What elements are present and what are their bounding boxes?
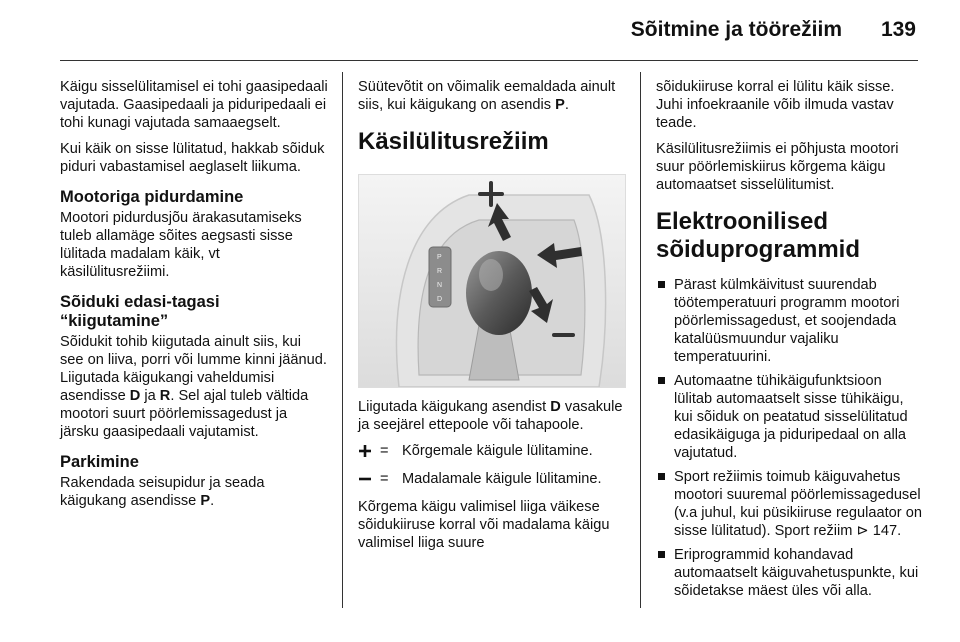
paragraph-rocking: Sõidukit tohib kiigutada ainult siis, kui see on liiva, porri või lumme kinni jäänud. Liigutada käigukangi vaheldumisi asendisse D ja R. Sel ajal tuleb vältida mootori suurt pöörlemissagedust ja järsku gaasipedaali vajutamist. [60,334,327,440]
page-number: 139 [880,18,916,41]
bullet-square-icon [658,377,665,384]
gear-selector-drawing [359,175,625,387]
paragraph-no-accelerator: Käigu sisselülitamisel ei tohi gaasipedaali vajutada. Gaasipedaali ja piduripedaali ei tohi kunagi vajutada samaaegselt. [60,79,328,131]
gate-letter-r: R [437,268,443,275]
heading-electronic-programs: Elektroonilised sõiduprogrammid [656,208,861,263]
legend-row-downshift: = Madalamale käigule lülitamine. [358,470,624,488]
paragraph-parking: Rakendada seisupidur ja seada käigukang asendisse P. [60,475,265,509]
column-right [656,78,922,606]
list-item: Sport režiimis toimub käiguvahetus mootori suuremal pöörlemissagedusel (v.a juhul, kui püsikiiruse regulaator on sisse lülitatud). Sport režiim ⊳ 147. [656,468,922,540]
paragraph-key-removal: Süütevõtit on võimalik eemaldada ainult siis, kui käigukang on asendis P. [358,79,616,113]
paragraph-no-auto-upshift: Käsilülitusrežiimis ei põhjusta mootori suur pöörlemiskiirus kõrgema käigu automaatset sisselülitumist. [656,141,899,193]
heading-manual-mode: Käsilülitusrežiim [358,128,549,155]
column-middle [358,78,624,560]
bullet-square-icon [658,551,665,558]
gate-letter-d: D [437,296,443,303]
paragraph-gear-limit-cont: sõidukiiruse korral ei lülitu käik sisse. Juhi infoekraanile võib ilmuda vastav teade. [656,79,895,131]
heading-parking: Parkimine [60,453,139,471]
column-left [60,78,328,518]
bullet-square-icon [658,473,665,480]
paragraph-gear-limit: Kõrgema käigu valimisel liiga väikese sõidukiiruse korral või madalama käigu valimisel liiga suure [358,499,610,551]
heading-engine-braking: Mootoriga pidurdamine [60,188,244,206]
bullet-square-icon [658,281,665,288]
downshift-text: Madalamale käigule lülitamine. [402,471,602,487]
column-divider-2 [640,72,641,608]
paragraph-move-lever: Liigutada käigukang asendist D vasakule ja seejärel ettepoole või tahapoole. [358,399,623,433]
column-divider-1 [342,72,343,608]
minus-icon [358,472,380,486]
gate-letter-p: P [437,254,442,261]
upshift-text: Kõrgemale käigule lülitamine. [402,443,593,459]
gear-lever-illustration [358,174,626,388]
heading-rocking: Sõiduki edasi-tagasi “kiigutamine” [60,293,220,330]
chapter-title: Sõitmine ja töörežiim [630,18,842,41]
plus-icon [358,444,380,458]
page-header [0,0,960,62]
list-item: Eriprogrammid kohandavad automaatselt käiguvahetuspunkte, kui sõidetakse mäest üles või alla. [656,546,922,600]
legend-row-upshift: = Kõrgemale käigule lülitamine. [358,442,624,460]
gate-letter-n: N [437,282,443,289]
header-divider [60,60,918,61]
programs-list [656,276,922,600]
list-item: Automaatne tühikäigufunktsioon lülitab automaatselt sisse tühikäigu, kui sõiduk on peatatud sisselülitatud edasikäiguga ja piduripedaal on alla vajutatud. [656,372,922,462]
paragraph-engine-braking: Mootori pidurdusjõu ärakasutamiseks tuleb allamäge sõites aegsasti sisse lülitada madalam käik, vt käsilülitusrežiimi. [60,210,302,280]
list-item: Pärast külmkäivitust suurendab töötemperatuuri programm mootori pöörlemissagedust, et soojendada katalüüsmuundur vajaliku temperatuurini. [656,276,922,366]
paragraph-creep: Kui käik on sisse lülitatud, hakkab sõiduk piduri vabastamisel aeglaselt liikuma. [60,141,325,175]
